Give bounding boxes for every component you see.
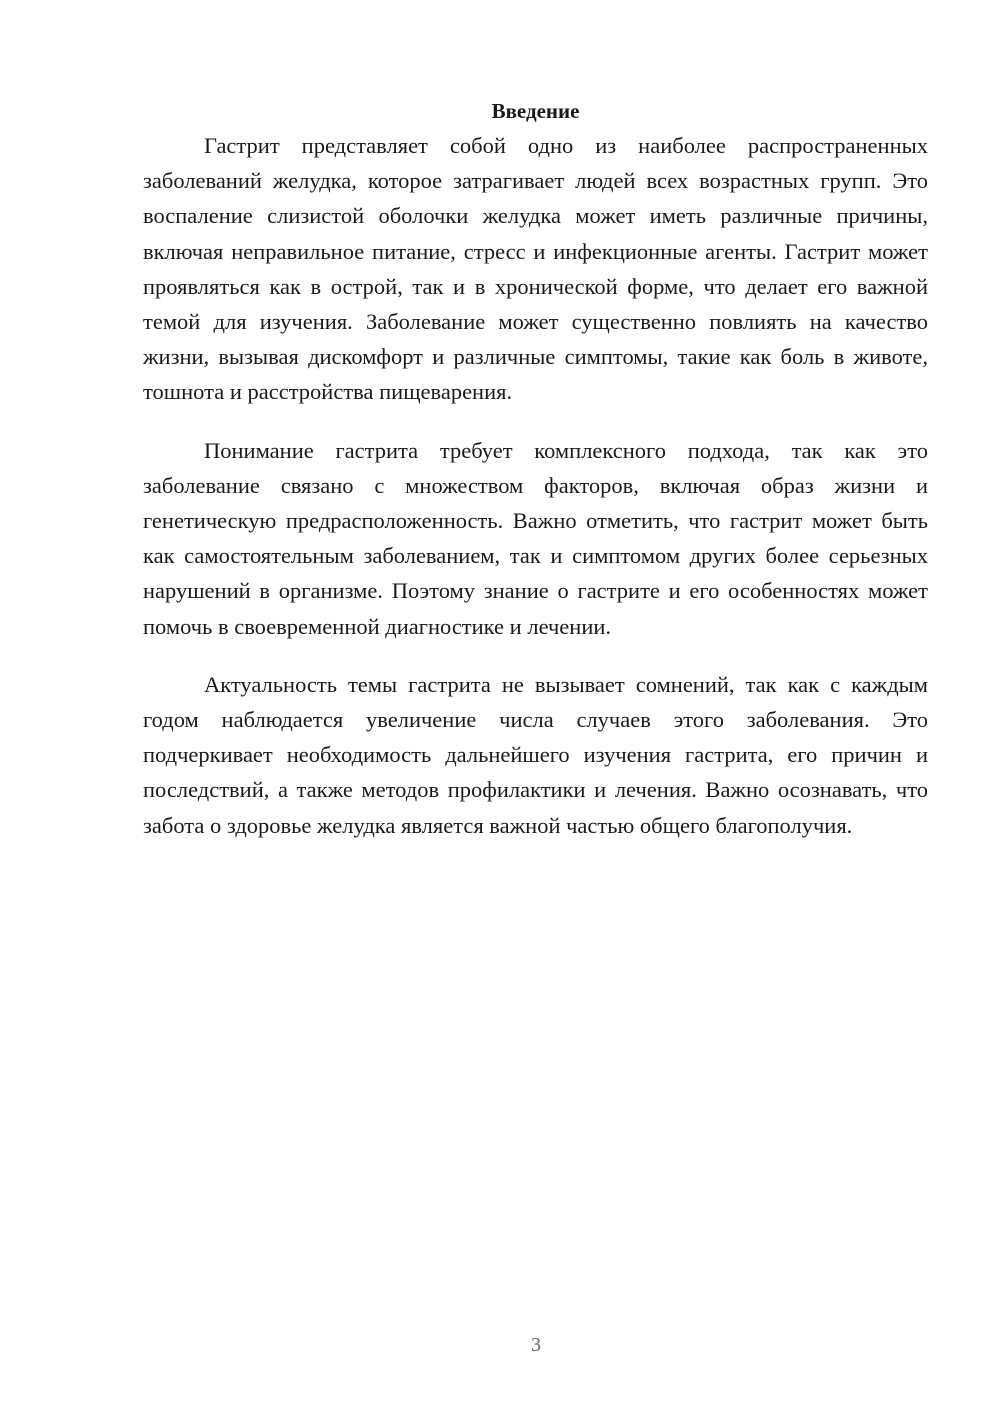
page-number: 3 xyxy=(531,1334,541,1356)
section-heading: Введение xyxy=(491,99,580,123)
paragraph-2: Понимание гастрита требует комплексного подхода, так как это заболевание связано с множеством факторов, включая образ жизни и генетическую предрасположенность. Важно отметить, что гастрит может быть как самостоятельным заболеванием, так и симптомом других более серьезных нарушений в организме. Поэтому знание о гастрите и его особенностях может помочь в своевременной диагностике и лечении. xyxy=(143,437,928,639)
paragraph-3: Актуальность темы гастрита не вызывает сомнений, так как с каждым годом наблюдается увеличение числа случаев этого заболевания. Это подчеркивает необходимость дальнейшего изучения гастрита, его причин и последствий, а также методов профилактики и лечения. Важно осознавать, что забота о здоровье желудка является важной частью общего благополучия. xyxy=(143,671,928,838)
document-page xyxy=(143,96,928,866)
paragraph-1: Гастрит представляет собой одно из наиболее распространенных заболеваний желудка, которое затрагивает людей всех возрастных групп. Это воспаление слизистой оболочки желудка может иметь различные причины, включая неправильное питание, стресс и инфекционные агенты. Гастрит может проявляться как в острой, так и в хронической форме, что делает его важной темой для изучения. Заболевание может существенно повлиять на качество жизни, вызывая дискомфорт и различные симптомы, такие как боль в животе, тошнота и расстройства пищеварения. xyxy=(143,133,928,405)
